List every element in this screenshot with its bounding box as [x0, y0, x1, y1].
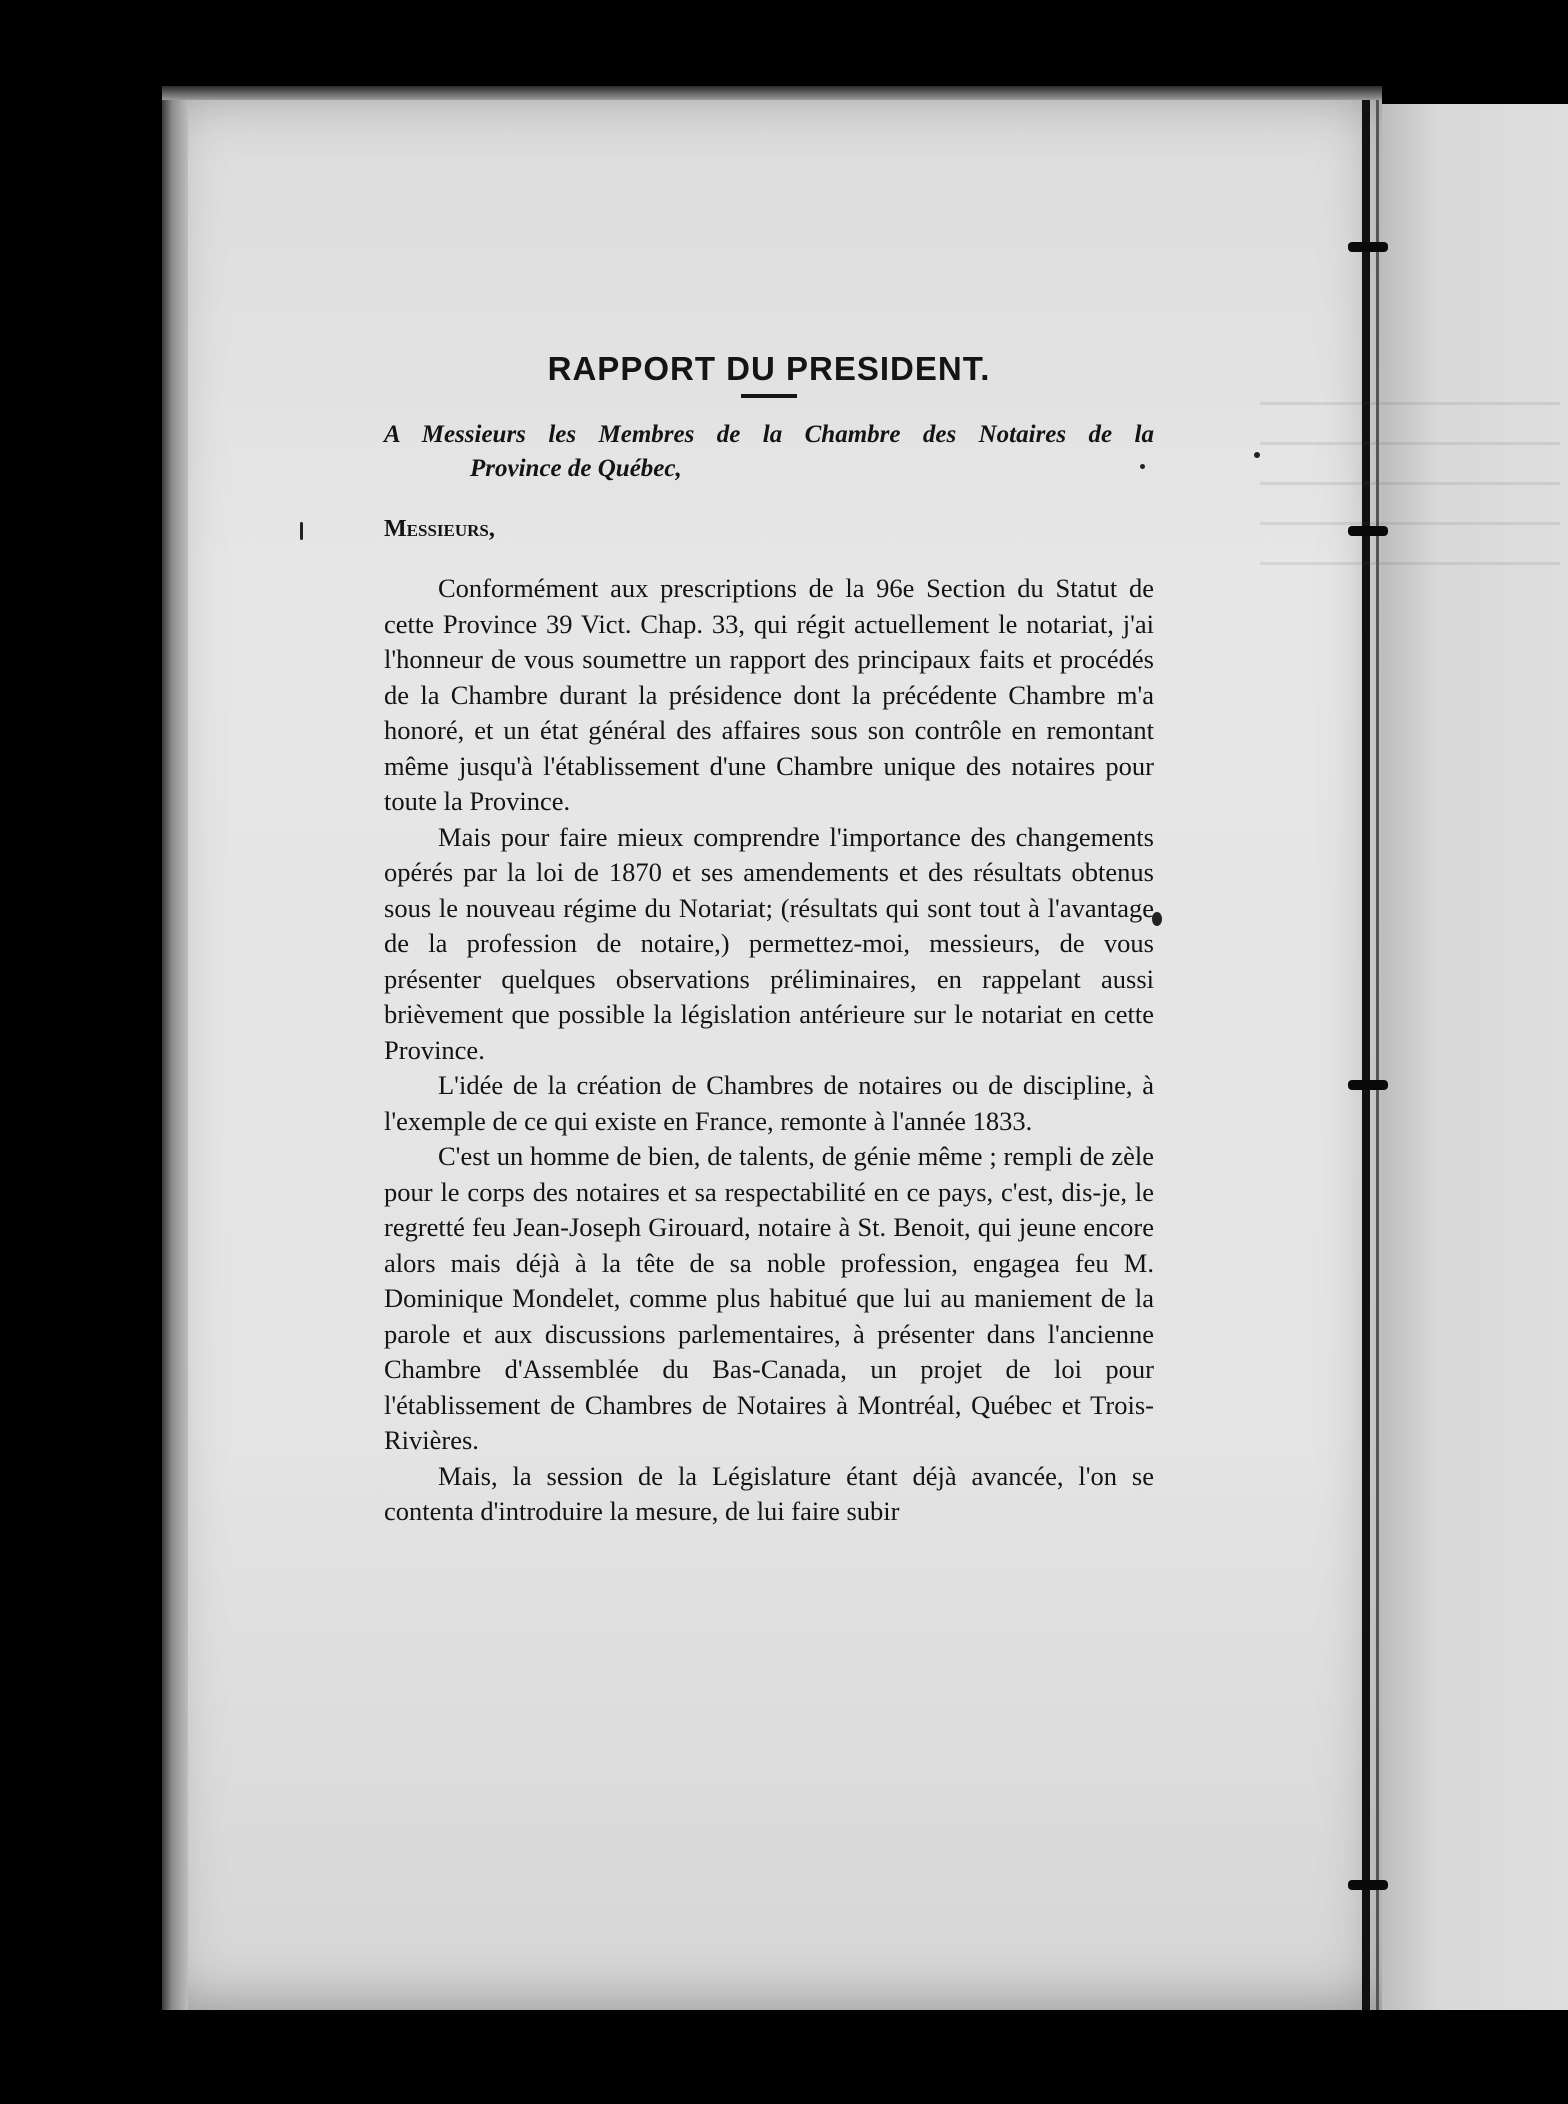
paragraph: Conformément aux prescriptions de la 96e Section du Statut de cette Province 39 Vict. Chap. 33, qui régit actuellement le notariat, j'ai l'honneur de vous soumettre un rapport des principaux faits et procédés de la Chambre durant la présidence dont la précédente Chambre m'a honoré, et un état général des affaires sous son contrôle en remontant même jusqu'à l'établissement d'une Chambre unique des notaires pour toute la Province.	[384, 573, 1154, 816]
show-through-line	[1260, 522, 1560, 525]
ink-speck	[1254, 452, 1260, 458]
binding-stitch	[1348, 1080, 1388, 1090]
paragraph: Mais pour faire mieux comprendre l'importance des changements opérés par la loi de 1870 et ses amendements et des résultats obtenus sous le nouveau régime du Notariat; (résultats qui sont tout à l'avantage de la profession de notaire,) permettez-moi, messieurs, de vous présenter quelques observations préliminaires, en rappelant aussi brièvement que possible la législation antérieure sur le notariat en cette Province.	[384, 821, 1154, 1065]
facing-page-edge	[1382, 104, 1568, 2010]
paragraph: C'est un homme de bien, de talents, de génie même ; rempli de zèle pour le corps des notaires et sa respectabilité en ce pays, c'est, dis-je, le regretté feu Jean-Joseph Girouard, notaire à St. Benoit, qui jeune encore alors mais déjà à la tête de sa noble profession, engagea feu M. Dominique Mondelet, comme plus habitué que lui au maniement de la parole et aux discussions parlementaires, à présenter dans l'ancienne Chambre d'Assemblée du Bas-Canada, un projet de loi pour l'établissement de Chambres de Notaires à Montréal, Québec et Trois-Rivières.	[384, 1141, 1154, 1455]
salutation: Messieurs,	[384, 516, 495, 542]
binding-stitch	[1348, 526, 1388, 536]
address-line-2: Province de Québec,	[470, 455, 682, 482]
binding-stitch	[1348, 1880, 1388, 1890]
show-through-line	[1260, 482, 1560, 485]
binding-gutter-line	[1376, 100, 1379, 2010]
document-body	[384, 350, 1154, 1530]
page-title: RAPPORT DU PRESIDENT.	[547, 350, 991, 387]
show-through-line	[1260, 562, 1560, 565]
binding-stitch	[1348, 242, 1388, 252]
title-rule	[741, 394, 797, 398]
show-through-line	[1260, 402, 1560, 405]
binding-gutter	[1362, 100, 1370, 2010]
paragraph: Mais, la session de la Législature étant déjà avancée, l'on se contenta d'introduire la mesure, de lui faire subir	[384, 1460, 1154, 1526]
page-left-edge	[162, 90, 188, 2010]
ink-speck	[300, 522, 303, 540]
show-through-line	[1260, 442, 1560, 445]
paragraph: L'idée de la création de Chambres de notaires ou de discipline, à l'exemple de ce qui existe en France, remonte à l'année 1833.	[384, 1070, 1154, 1136]
page-top-edge	[162, 86, 1382, 100]
address-line-1: A Messieurs les Membres de la Chambre des Notaires de la	[384, 421, 1154, 448]
